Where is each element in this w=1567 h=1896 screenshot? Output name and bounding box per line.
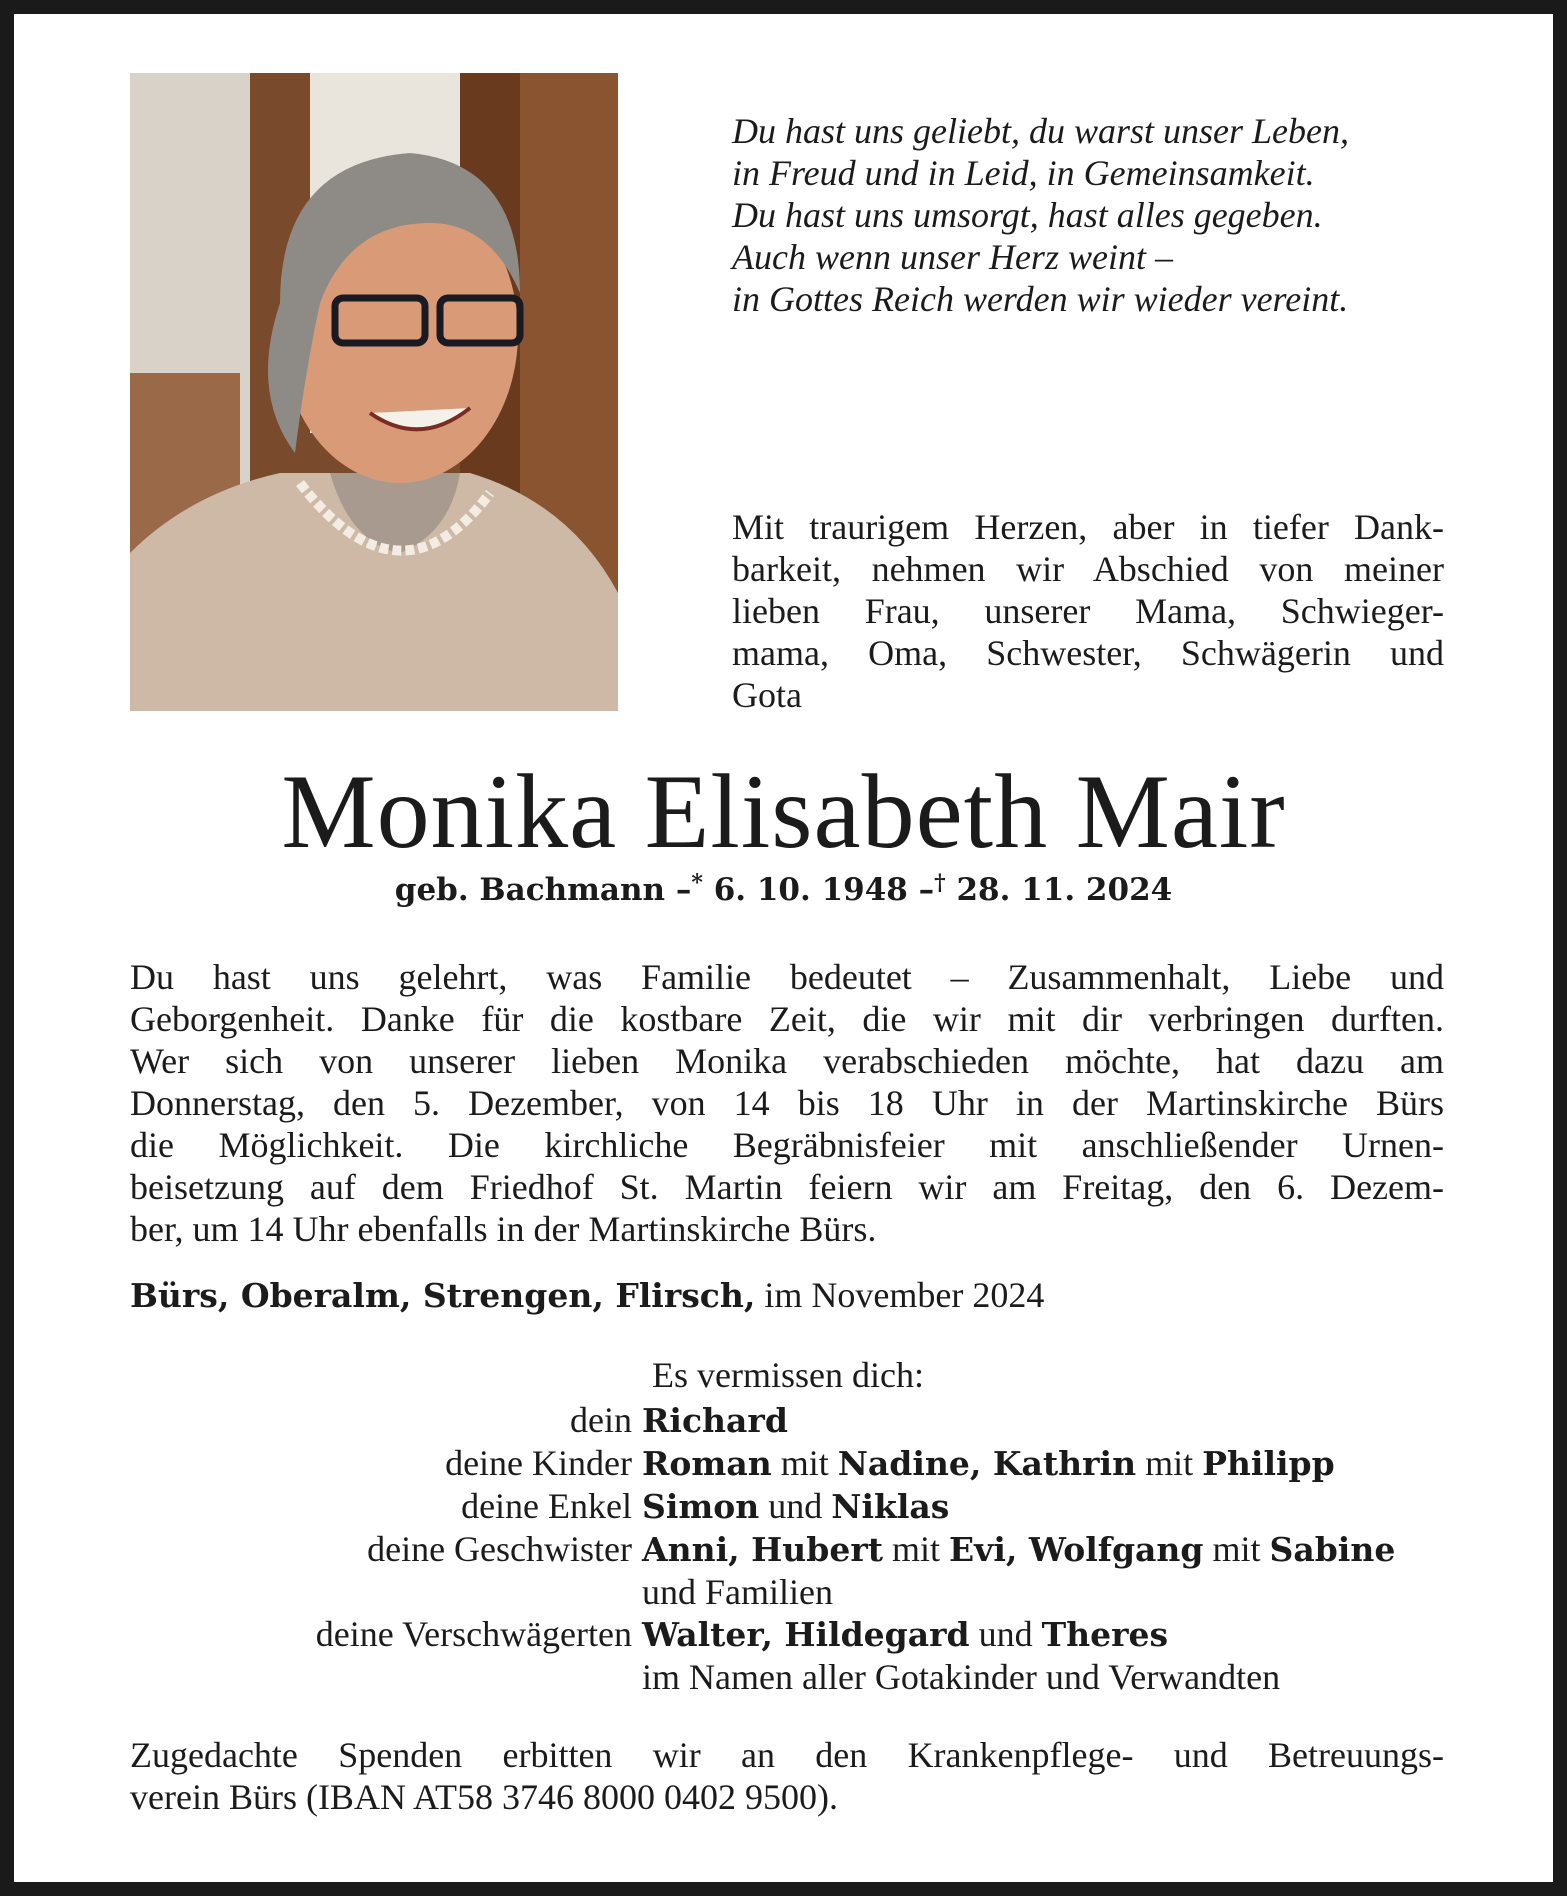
mourner-row bbox=[130, 1442, 1450, 1485]
mourner-name: Niklas bbox=[831, 1487, 950, 1526]
mourner-names bbox=[642, 1528, 1450, 1571]
mourner-name: Walter, Hildegard bbox=[642, 1615, 970, 1654]
place-names: Bürs, Oberalm, Strengen, Flirsch, bbox=[130, 1276, 756, 1315]
mourner-connector: im Namen aller Gotakinder und Verwandten bbox=[642, 1657, 1281, 1697]
life-dates bbox=[14, 868, 1553, 912]
mourner-row bbox=[130, 1399, 1450, 1442]
mourners-list bbox=[130, 1399, 1450, 1698]
mourner-relation bbox=[130, 1571, 642, 1613]
mourner-relation: deine Geschwister bbox=[367, 1529, 632, 1569]
mourner-names bbox=[642, 1656, 1450, 1698]
mourner-row bbox=[130, 1613, 1450, 1656]
mourner-relation: deine Verschwägerten bbox=[315, 1614, 632, 1654]
birth-date: 6. 10. 1948 bbox=[713, 872, 908, 908]
intro-line: mama, Oma, Schwester, Schwägerin und bbox=[732, 633, 1444, 673]
mourner-relation: dein bbox=[570, 1400, 632, 1440]
portrait-photo bbox=[130, 73, 618, 711]
obituary-page bbox=[14, 14, 1553, 1882]
body-line: Wer sich von unserer lieben Monika verabschieden möchte, hat dazu am bbox=[130, 1041, 1444, 1081]
mourner-name: Philipp bbox=[1202, 1444, 1335, 1483]
body-line: Donnerstag, den 5. Dezember, von 14 bis 18 Uhr in der Martinskirche Bürs bbox=[130, 1083, 1444, 1123]
body-line: ber, um 14 Uhr ebenfalls in der Martinskirche Bürs. bbox=[130, 1209, 877, 1249]
poem-line: Auch wenn unser Herz weint – bbox=[732, 237, 1173, 277]
donation-line: Zugedachte Spenden erbitten wir an den Krankenpflege- und Betreuungs- bbox=[130, 1735, 1444, 1775]
mourner-names bbox=[642, 1399, 1450, 1442]
mourner-row bbox=[130, 1485, 1450, 1528]
intro-text bbox=[732, 506, 1444, 716]
body-line: die Möglichkeit. Die kirchliche Begräbnisfeier mit anschließender Urnen- bbox=[130, 1125, 1444, 1165]
intro-line: barkeit, nehmen wir Abschied von meiner bbox=[732, 549, 1444, 589]
donation-line: verein Bürs (IBAN AT58 3746 8000 0402 9500). bbox=[130, 1777, 838, 1817]
mourner-relation: deine Enkel bbox=[461, 1486, 632, 1526]
poem bbox=[732, 110, 1452, 320]
mourner-connector: mit bbox=[882, 1529, 949, 1569]
intro-line: Gota bbox=[732, 675, 802, 715]
intro-line: lieben Frau, unserer Mama, Schwieger- bbox=[732, 591, 1444, 631]
mourner-name: Simon bbox=[642, 1487, 760, 1526]
mourner-name: Roman bbox=[642, 1444, 772, 1483]
poem-line: Du hast uns umsorgt, hast alles gegeben. bbox=[732, 195, 1323, 235]
mourner-connector: mit bbox=[1136, 1443, 1203, 1483]
intro-line: Mit traurigem Herzen, aber in tiefer Dank- bbox=[732, 507, 1444, 547]
mourner-relation bbox=[130, 1656, 642, 1698]
body-line: Geborgenheit. Danke für die kostbare Zeit, die wir mit dir verbringen durften. bbox=[130, 999, 1444, 1039]
place-and-date bbox=[130, 1274, 1044, 1317]
mourner-name: Sabine bbox=[1269, 1530, 1396, 1569]
mourner-row bbox=[130, 1571, 1450, 1613]
mourner-name: Anni, Hubert bbox=[642, 1530, 883, 1569]
mourner-name: Evi, Wolfgang bbox=[949, 1530, 1204, 1569]
mourner-name: Nadine, Kathrin bbox=[837, 1444, 1137, 1483]
poem-line: in Gottes Reich werden wir wieder vereint. bbox=[732, 279, 1349, 319]
body-text bbox=[130, 956, 1444, 1250]
mourner-connector: und bbox=[759, 1486, 832, 1526]
body-line: beisetzung auf dem Friedhof St. Martin feiern wir am Freitag, den 6. Dezem- bbox=[130, 1167, 1444, 1207]
mourner-connector: und bbox=[969, 1614, 1042, 1654]
mourner-name: Richard bbox=[642, 1401, 788, 1440]
mourner-row bbox=[130, 1656, 1450, 1698]
notice-date: im November 2024 bbox=[764, 1275, 1045, 1315]
mourner-names bbox=[642, 1613, 1450, 1656]
separator: – bbox=[675, 872, 692, 908]
separator: – bbox=[918, 872, 935, 908]
mourner-names bbox=[642, 1571, 1450, 1613]
mourner-names bbox=[642, 1442, 1450, 1485]
mourner-row bbox=[130, 1528, 1450, 1571]
born-symbol: * bbox=[691, 870, 703, 896]
mourners-heading: Es vermissen dich: bbox=[652, 1355, 924, 1395]
donation-note bbox=[130, 1734, 1444, 1818]
mourner-name: Theres bbox=[1041, 1615, 1169, 1654]
body-line: Du hast uns gelehrt, was Familie bedeutet – Zusammenhalt, Liebe und bbox=[130, 957, 1444, 997]
poem-line: in Freud und in Leid, in Gemeinsamkeit. bbox=[732, 153, 1315, 193]
death-date: 28. 11. 2024 bbox=[956, 872, 1173, 908]
mourner-connector: und Familien bbox=[642, 1572, 833, 1612]
portrait-image bbox=[130, 73, 618, 711]
mourner-connector: mit bbox=[771, 1443, 838, 1483]
mourner-names bbox=[642, 1485, 1450, 1528]
mourner-relation: deine Kinder bbox=[445, 1443, 632, 1483]
poem-line: Du hast uns geliebt, du warst unser Leben, bbox=[732, 111, 1349, 151]
deceased-name: Monika Elisabeth Mair bbox=[281, 753, 1286, 870]
birth-name: geb. Bachmann bbox=[394, 872, 666, 908]
mourner-connector: mit bbox=[1203, 1529, 1270, 1569]
died-symbol: † bbox=[934, 870, 946, 896]
